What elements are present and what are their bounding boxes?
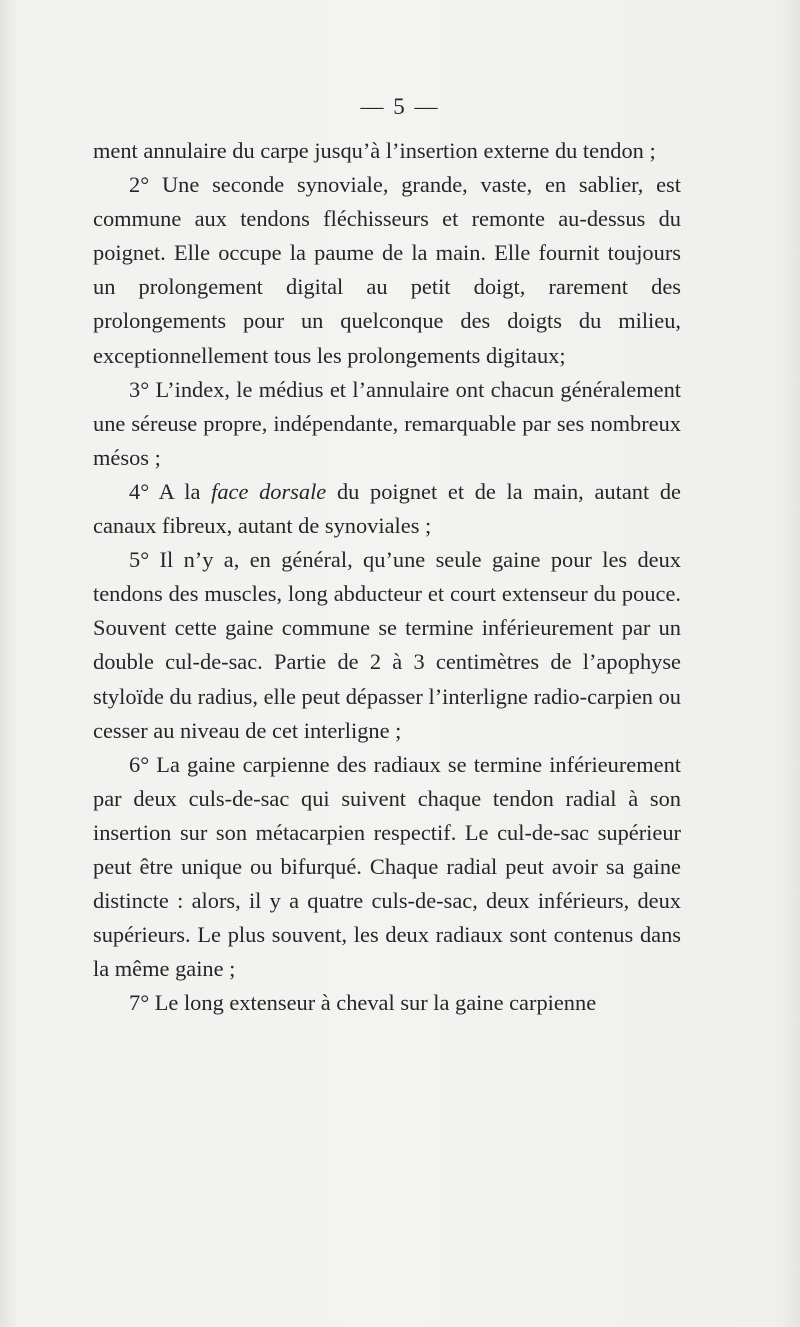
page-number: — 5 — <box>360 94 440 119</box>
item-number: 5° <box>129 547 160 573</box>
body-text <box>93 134 681 1020</box>
paragraph-text-end: du poignet et de la main, autant de canaux fibreux, autant de synoviales ; <box>93 478 681 539</box>
paragraph-text-start: A la <box>158 478 212 504</box>
paragraph-text: L’index, le médius et l’annulaire ont chacun généralement une séreuse propre, indépendante, remarquable par ses nombreux mésos ; <box>93 376 681 470</box>
paragraph-continuation <box>93 134 681 168</box>
paragraph-item-2 <box>93 168 681 373</box>
paragraph-text: Une seconde synoviale, grande, vaste, en sablier, est commune aux tendons fléchisseurs et remonte au-dessus du poignet. Elle occupe la paume de la main. Elle fournit toujours un prolongement digital au petit doigt, rarement des prolongements pour un quelconque des doigts du milieu, exceptionnellement tous les prolongements digitaux; <box>93 172 681 368</box>
item-number: 3° <box>129 376 156 402</box>
paragraph-text: Il n’y a, en général, qu’une seule gaine pour les deux tendons des muscles, long abducteur et court extenseur du pouce. Souvent cette gaine commune se termine inférieurement par un double cul-de-sac. Partie de 2 à 3 centimètres de l’apophyse styloïde du radius, elle peut dépasser l’interligne radio-carpien ou cesser au niveau de cet interligne ; <box>93 547 682 743</box>
paragraph-text: Le long extenseur à cheval sur la gaine carpienne <box>154 990 597 1016</box>
paragraph-item-7 <box>93 986 681 1020</box>
item-number: 2° <box>129 172 162 198</box>
paragraph-text: La gaine carpienne des radiaux se termine inférieurement par deux culs-de-sac qui suivent chaque tendon radial à son insertion sur son métacarpien respectif. Le cul-de-sac supérieur peut être unique ou bifurqué. Chaque radial peut avoir sa gaine distincte : alors, il y a quatre culs-de-sac, deux inférieurs, deux supérieurs. Le plus souvent, les deux radiaux sont contenus dans la même gaine ; <box>93 751 681 982</box>
item-number: 4° <box>129 478 159 504</box>
item-number: 7° <box>129 990 155 1016</box>
paragraph-item-6 <box>93 748 681 987</box>
paragraph-item-3 <box>93 373 681 475</box>
paragraph-item-4 <box>93 475 681 543</box>
italic-term: face dorsale <box>211 478 327 504</box>
item-number: 6° <box>129 751 157 777</box>
paragraph-text: ment annulaire du carpe jusqu’à l’insertion externe du tendon ; <box>93 138 656 163</box>
paragraph-item-5 <box>93 543 681 748</box>
